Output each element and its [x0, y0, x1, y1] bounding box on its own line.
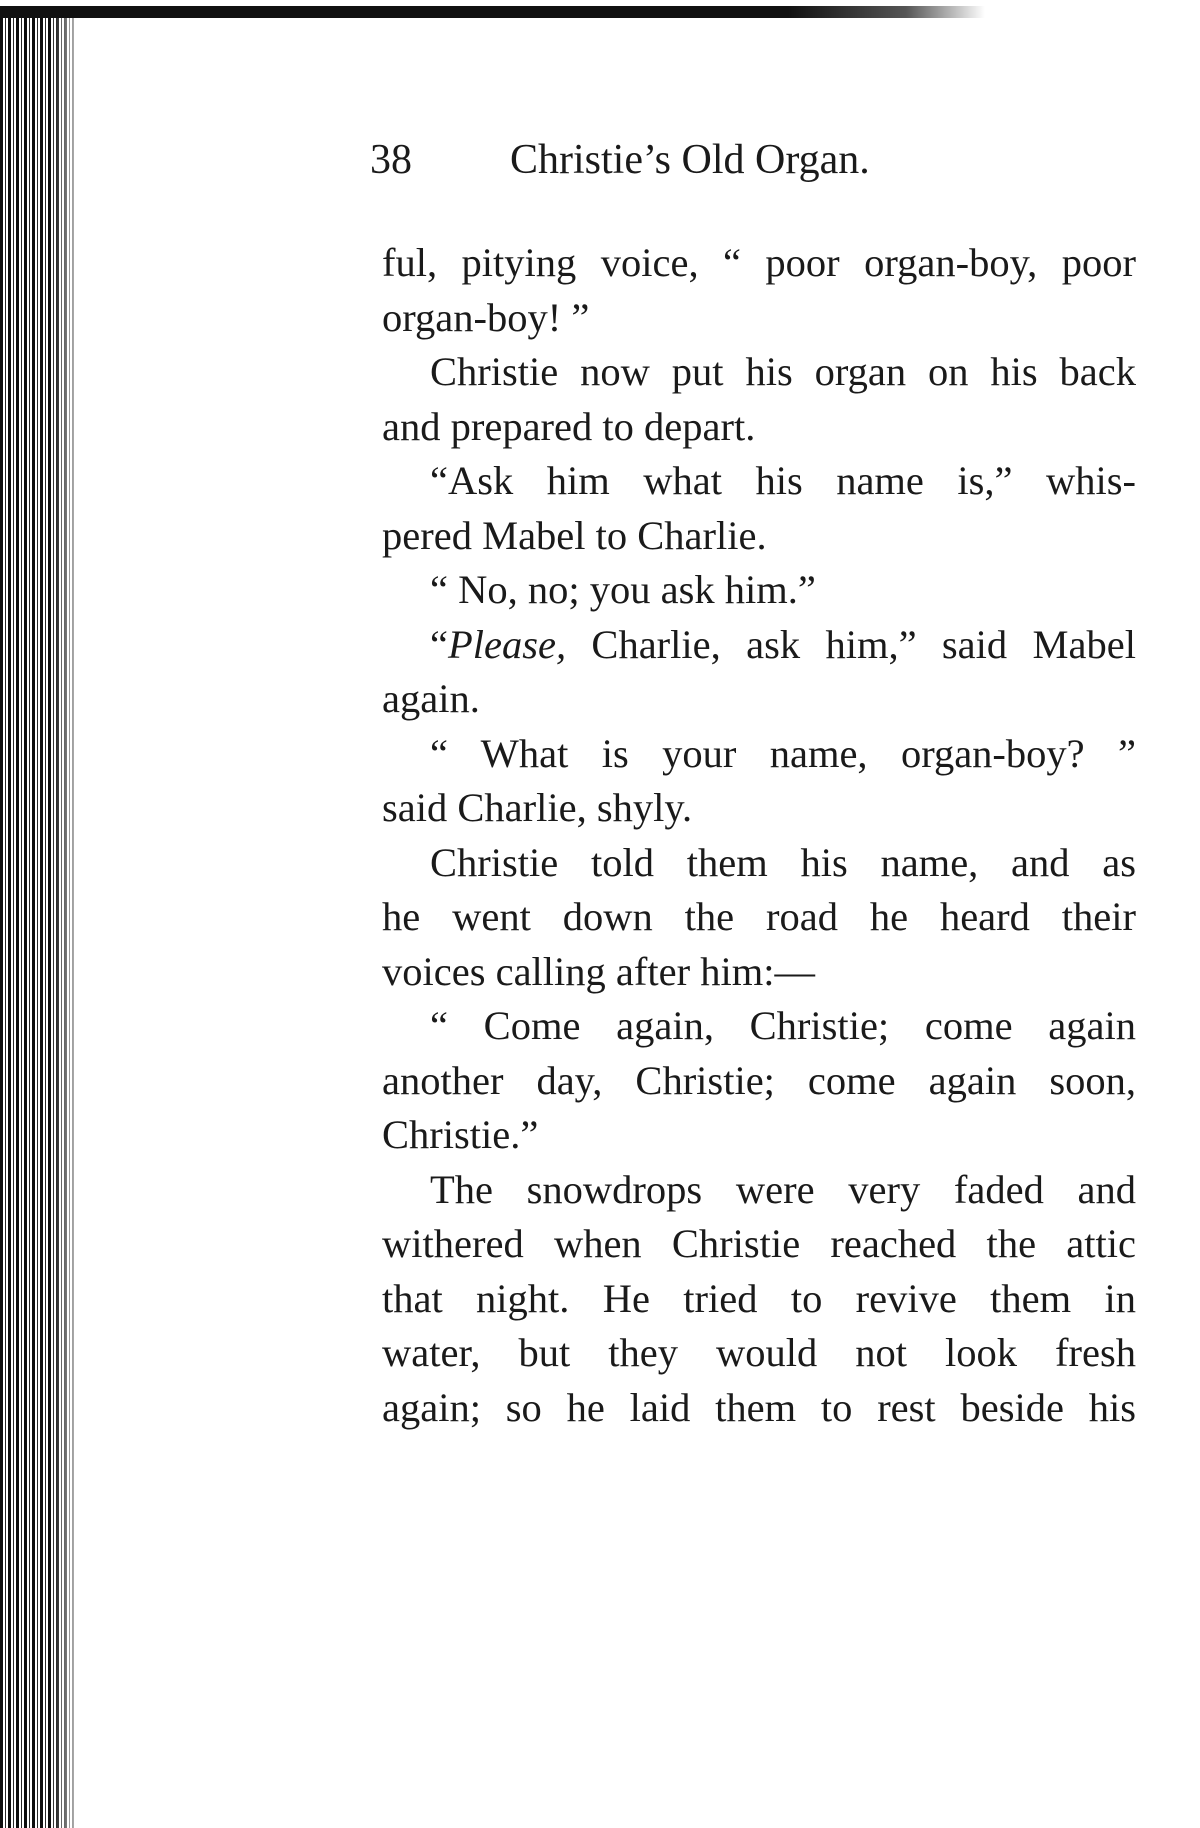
text-line: The snowdrops were very faded and: [430, 1166, 1136, 1212]
text-line: again.: [382, 676, 480, 721]
body-text: [382, 236, 1136, 1435]
text-line: “ No, no; you ask him.”: [430, 567, 816, 612]
text-line: that night. He tried to revive them in: [382, 1275, 1136, 1321]
text-line: and prepared to depart.: [382, 403, 756, 449]
open-quote: “: [430, 621, 448, 667]
text-line: [382, 618, 1136, 673]
book-binding-edge: [0, 18, 74, 1828]
text-line: organ-boy! ”: [382, 294, 590, 340]
text-line: said Charlie, shyly.: [382, 785, 693, 830]
text-line: “ What is your name, organ-boy? ”: [430, 730, 1136, 776]
line-remainder: Charlie, ask him,” said Mabel: [566, 621, 1136, 667]
text-line: Christie told them his name, and as: [430, 839, 1136, 885]
text-line: “ Come again, Christie; come again: [430, 1003, 1136, 1048]
text-line: again; so he laid them to rest beside his: [382, 1384, 1136, 1430]
page-header: [370, 130, 1070, 190]
text-line: ful, pitying voice, “ poor organ-boy, poor: [382, 240, 1136, 285]
text-line: pered Mabel to Charlie.: [382, 512, 767, 558]
page-top-edge: [0, 6, 985, 18]
running-title: Christie’s Old Organ.: [510, 137, 870, 183]
text-line: Christie now put his organ on his back: [430, 349, 1136, 394]
text-line: “Ask him what his name is,” whis-: [430, 458, 1136, 503]
text-line: he went down the road he heard their: [382, 894, 1136, 939]
page-number: 38: [370, 137, 412, 183]
text-line: voices calling after him:—: [382, 948, 815, 994]
text-line: Christie.”: [382, 1112, 539, 1157]
emphasized-word: Please,: [447, 621, 567, 667]
text-line: another day, Christie; come again soon,: [382, 1057, 1136, 1103]
text-line: water, but they would not look fresh: [382, 1330, 1136, 1375]
text-line: withered when Christie reached the attic: [382, 1221, 1136, 1266]
